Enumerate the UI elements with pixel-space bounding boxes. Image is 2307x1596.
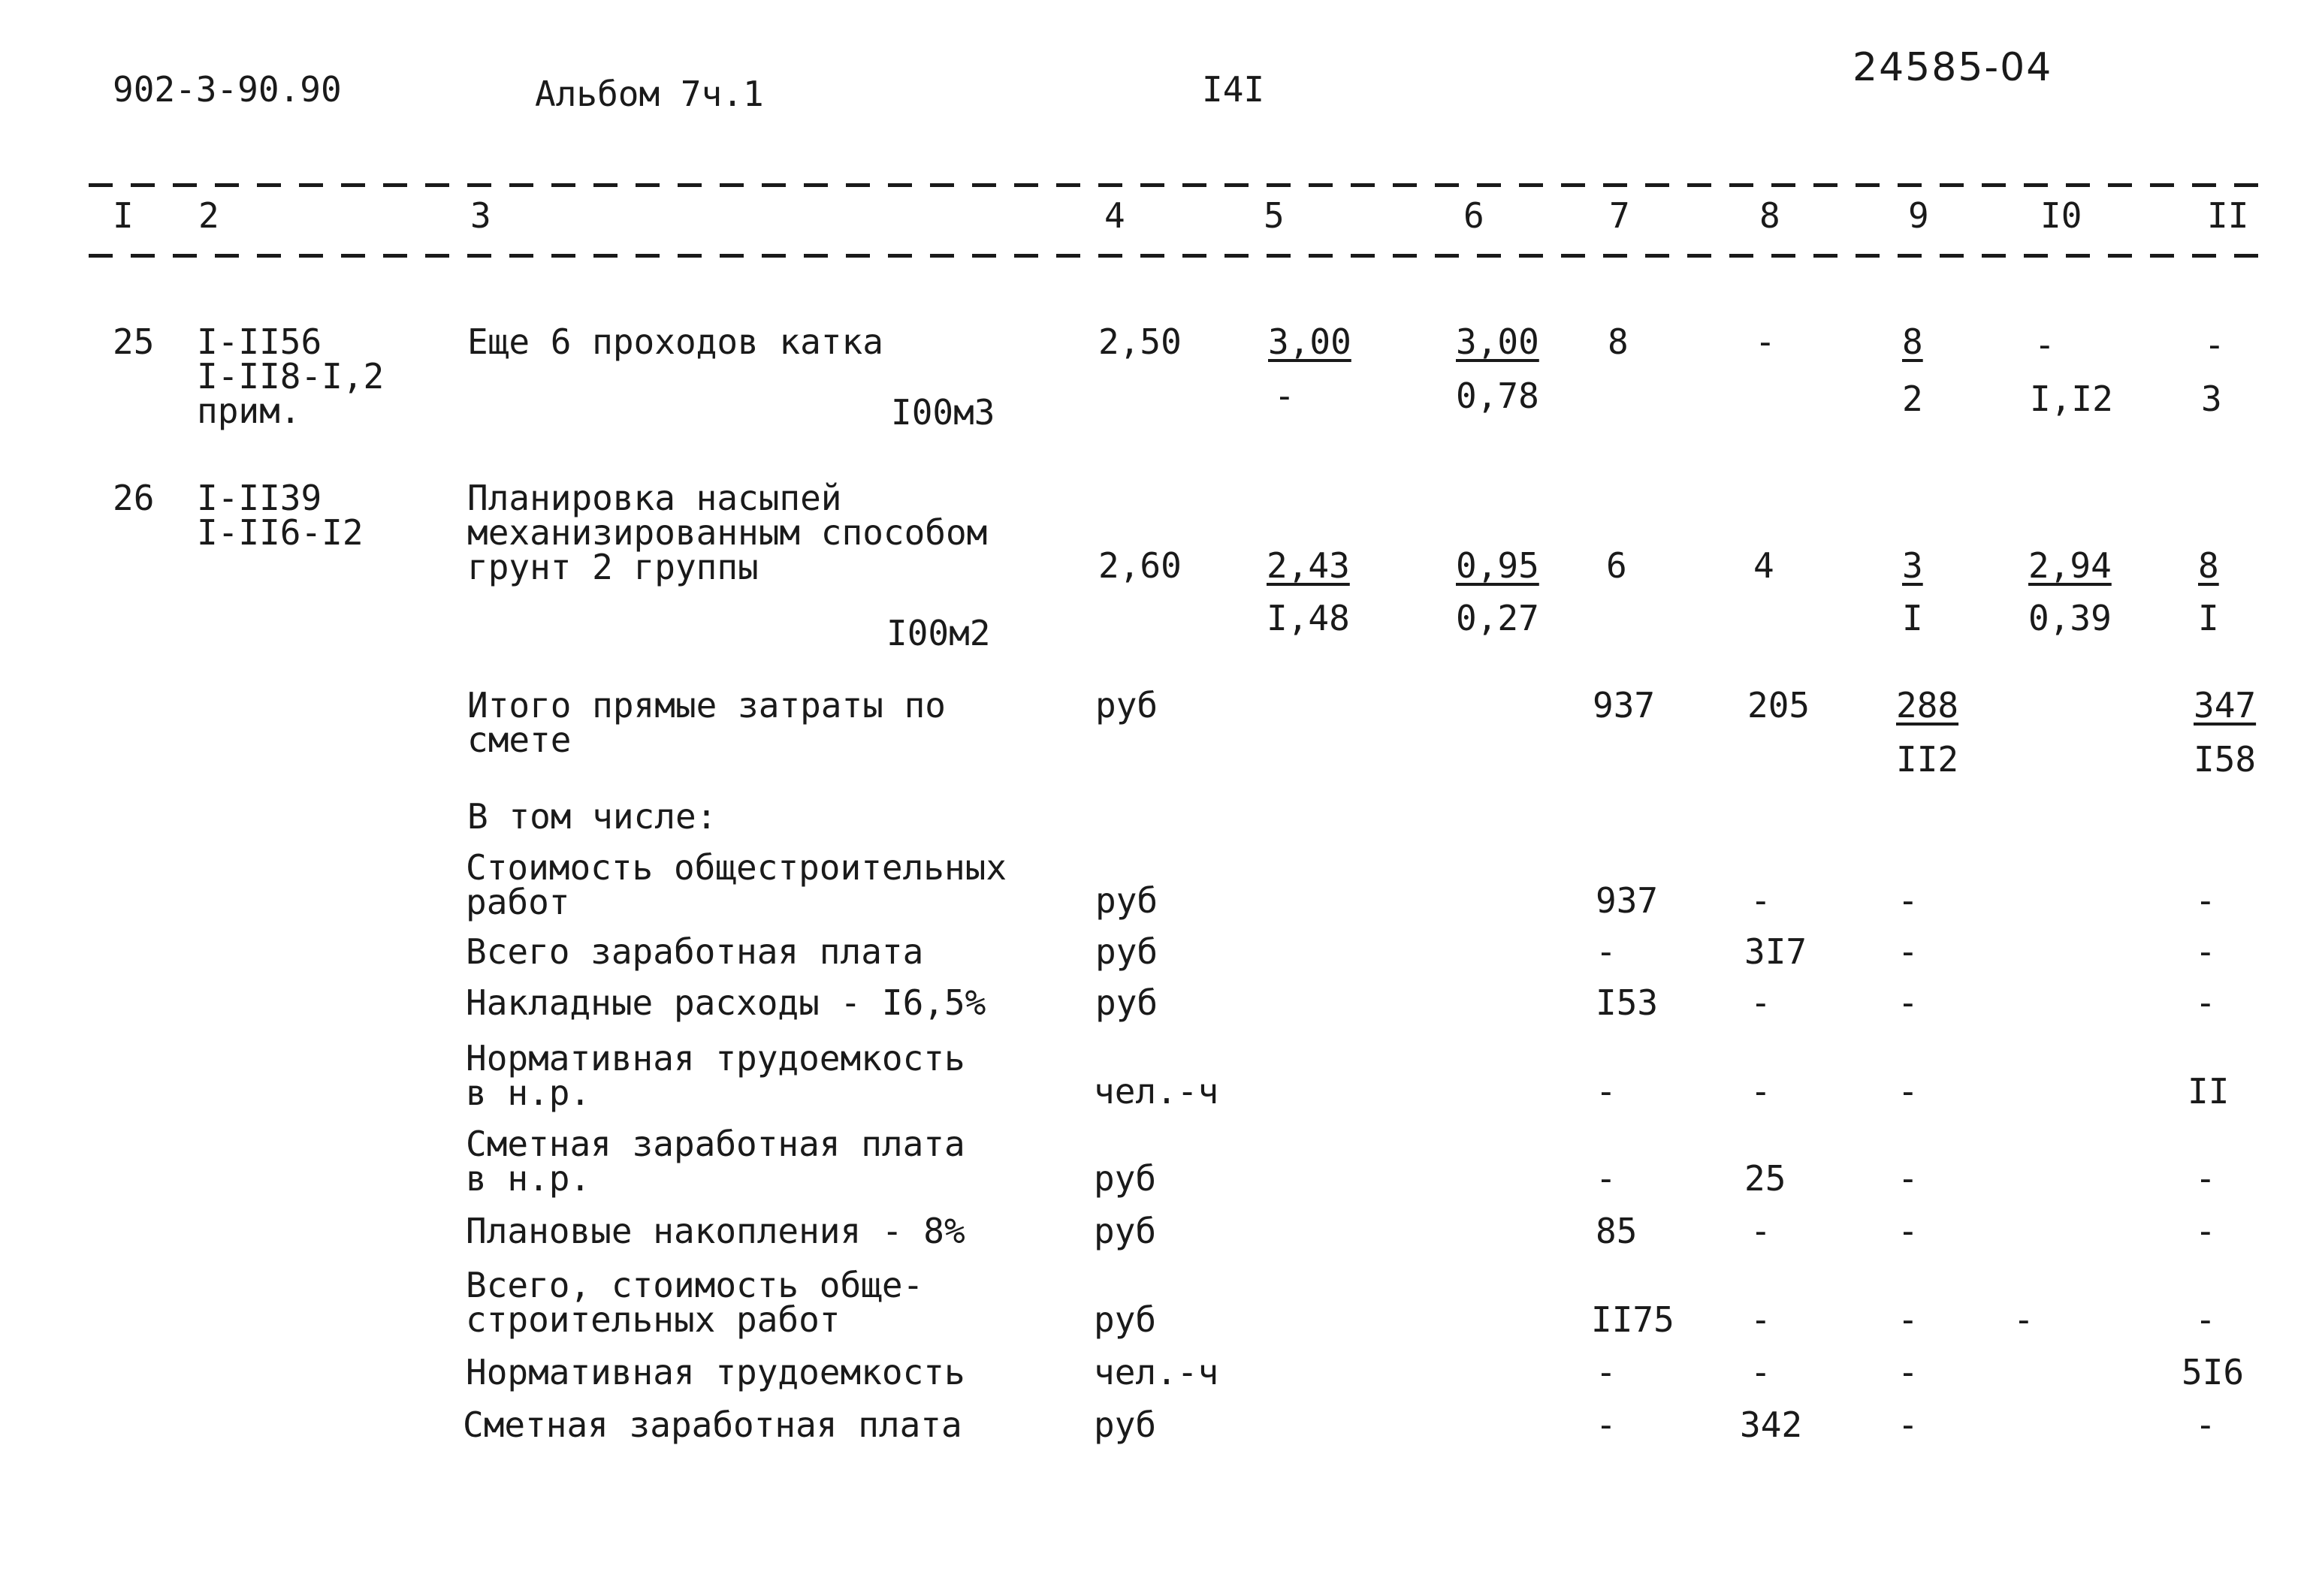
summary-col9: -: [1898, 1071, 1919, 1112]
cell-col11-bottom: 3: [2201, 379, 2222, 419]
summary-col7: -: [1596, 1352, 1617, 1392]
summary-col9: -: [1898, 1352, 1919, 1392]
summary-col7: 85: [1596, 1211, 1638, 1251]
col-header-9: 9: [1908, 195, 1929, 236]
summary-label: Нормативная трудоемкость: [466, 1038, 965, 1079]
summary-col11: -: [2195, 931, 2216, 972]
cell-col10-top: 2,94: [2028, 545, 2112, 586]
cell-col10-bottom: I,I2: [2030, 379, 2113, 419]
norm-code: I-II8-I,2: [197, 356, 385, 397]
norm-code: I-II6-I2: [197, 512, 364, 553]
header-bottom-rule: [89, 254, 2267, 258]
col-header-3: 3: [470, 195, 491, 236]
norm-code: прим.: [197, 391, 301, 431]
summary-label: Всего, стоимость обще-: [466, 1265, 924, 1305]
col-header-5: 5: [1264, 195, 1285, 236]
work-name: грунт 2 группы: [467, 547, 759, 587]
summary-col11: -: [2195, 1404, 2216, 1445]
summary-label: в н.р.: [466, 1158, 591, 1199]
archive-number: 24585-04: [1853, 45, 2053, 90]
col-header-8: 8: [1759, 195, 1780, 236]
unit-of-measure: I00м2: [886, 613, 991, 653]
summary-unit: руб: [1094, 1299, 1157, 1340]
summary-col8: 342: [1740, 1404, 1803, 1445]
cell-col8: -: [1755, 321, 1776, 362]
summary-label: Нормативная трудоемкость: [466, 1352, 965, 1392]
summary-col8: -: [1750, 1071, 1771, 1112]
summary-label: Плановые накопления - 8%: [466, 1211, 965, 1251]
summary-unit: руб: [1094, 1211, 1157, 1251]
summary-col11: 5I6: [2182, 1352, 2245, 1392]
summary-col7: -: [1596, 1158, 1617, 1199]
summary-col9: -: [1898, 1158, 1919, 1199]
work-name: Еще 6 проходов катка: [467, 321, 883, 362]
cell-col4: 2,60: [1098, 545, 1182, 586]
summary-col8: -: [1750, 982, 1771, 1023]
summary-unit: руб: [1095, 931, 1158, 972]
summary-col11: -: [2195, 1158, 2216, 1199]
summary-unit: чел.-ч: [1094, 1071, 1219, 1112]
summary-col8: -: [1750, 880, 1771, 921]
summary-col11: -: [2195, 1299, 2216, 1340]
cell-col11-top: -: [2204, 324, 2225, 365]
work-name: Планировка насыпей: [467, 478, 842, 518]
summary-col11: -: [2195, 982, 2216, 1023]
including-label: В том числе:: [467, 796, 717, 837]
col-header-4: 4: [1104, 195, 1125, 236]
col-header-11: II: [2207, 195, 2249, 236]
summary-label: в н.р.: [466, 1073, 591, 1113]
summary-col7: I53: [1596, 982, 1659, 1023]
norm-code: I-II39: [197, 478, 322, 518]
cell-col11-bottom: I: [2198, 598, 2219, 638]
summary-col10: -: [2013, 1299, 2034, 1340]
summary-label: Всего заработная плата: [466, 931, 924, 972]
cell-col4: 2,50: [1098, 321, 1182, 362]
cell-col11-top: 8: [2198, 545, 2219, 586]
summary-label: работ: [466, 882, 570, 922]
totals-col7: 937: [1593, 685, 1656, 726]
work-name: механизированным способом: [467, 512, 988, 553]
summary-label: Сметная заработная плата: [466, 1124, 965, 1164]
summary-unit: руб: [1094, 1404, 1157, 1445]
summary-label: Сметная заработная плата: [463, 1404, 962, 1445]
cell-col9-top: 8: [1902, 321, 1923, 362]
cell-col6-top: 0,95: [1456, 545, 1539, 586]
cell-col5-top: 2,43: [1267, 545, 1350, 586]
unit-of-measure: I00м3: [891, 392, 995, 433]
summary-col11: II: [2188, 1071, 2230, 1112]
cell-col7: 6: [1606, 545, 1627, 586]
totals-col9-bottom: II2: [1896, 739, 1959, 780]
row-number: 26: [113, 478, 155, 518]
col-header-7: 7: [1609, 195, 1630, 236]
summary-col9: -: [1898, 931, 1919, 972]
cell-col10-top: -: [2034, 324, 2055, 365]
col-header-6: 6: [1463, 195, 1484, 236]
summary-unit: чел.-ч: [1094, 1352, 1219, 1392]
summary-col9: -: [1898, 982, 1919, 1023]
col-header-10: I0: [2040, 195, 2082, 236]
summary-col9: -: [1898, 1211, 1919, 1251]
summary-col11: -: [2195, 880, 2216, 921]
document-code: 902-3-90.90: [113, 69, 342, 110]
cell-col6-bottom: 0,27: [1456, 598, 1539, 638]
summary-col8: 25: [1744, 1158, 1786, 1199]
cell-col6-top: 3,00: [1456, 321, 1539, 362]
summary-label: строительных работ: [466, 1299, 841, 1340]
row-number: 25: [113, 321, 155, 362]
totals-col8: 205: [1747, 685, 1810, 726]
summary-col8: -: [1750, 1352, 1771, 1392]
totals-label: Итого прямые затраты по: [467, 685, 946, 726]
cell-col7: 8: [1608, 321, 1629, 362]
col-header-2: 2: [198, 195, 219, 236]
summary-unit: руб: [1095, 880, 1158, 921]
summary-label: Накладные расходы - I6,5%: [466, 982, 986, 1023]
summary-col9: -: [1898, 1299, 1919, 1340]
summary-unit: руб: [1094, 1158, 1157, 1199]
cell-col10-bottom: 0,39: [2028, 598, 2112, 638]
norm-code: I-II56: [197, 321, 322, 362]
cell-col5-top: 3,00: [1268, 321, 1351, 362]
summary-col7: 937: [1596, 880, 1659, 921]
cell-col8: 4: [1753, 545, 1774, 586]
cell-col6-bottom: 0,78: [1456, 376, 1539, 416]
summary-unit: руб: [1095, 982, 1158, 1023]
summary-col8: 3I7: [1744, 931, 1807, 972]
totals-unit: руб: [1095, 685, 1158, 726]
cell-col5-bottom: I,48: [1267, 598, 1350, 638]
summary-col8: -: [1750, 1211, 1771, 1251]
summary-col7: -: [1596, 1071, 1617, 1112]
page-number: I4I: [1202, 69, 1265, 110]
cell-col9-bottom: I: [1902, 598, 1923, 638]
summary-col7: II75: [1591, 1299, 1674, 1340]
totals-col9-top: 288: [1896, 685, 1959, 726]
summary-col7: -: [1596, 1404, 1617, 1445]
cell-col5-bottom: -: [1274, 376, 1295, 416]
summary-col9: -: [1898, 880, 1919, 921]
totals-col11-top: 347: [2194, 685, 2257, 726]
summary-label: Стоимость общестроительных: [466, 847, 1007, 888]
totals-label: смете: [467, 720, 572, 760]
summary-col7: -: [1596, 931, 1617, 972]
cell-col9-top: 3: [1902, 545, 1923, 586]
album-label: Альбом 7ч.1: [535, 74, 764, 114]
summary-col9: -: [1898, 1404, 1919, 1445]
summary-col8: -: [1750, 1299, 1771, 1340]
summary-col11: -: [2195, 1211, 2216, 1251]
totals-col11-bottom: I58: [2194, 739, 2257, 780]
header-top-rule: [89, 183, 2267, 187]
col-header-1: I: [113, 195, 134, 236]
cell-col9-bottom: 2: [1902, 379, 1923, 419]
